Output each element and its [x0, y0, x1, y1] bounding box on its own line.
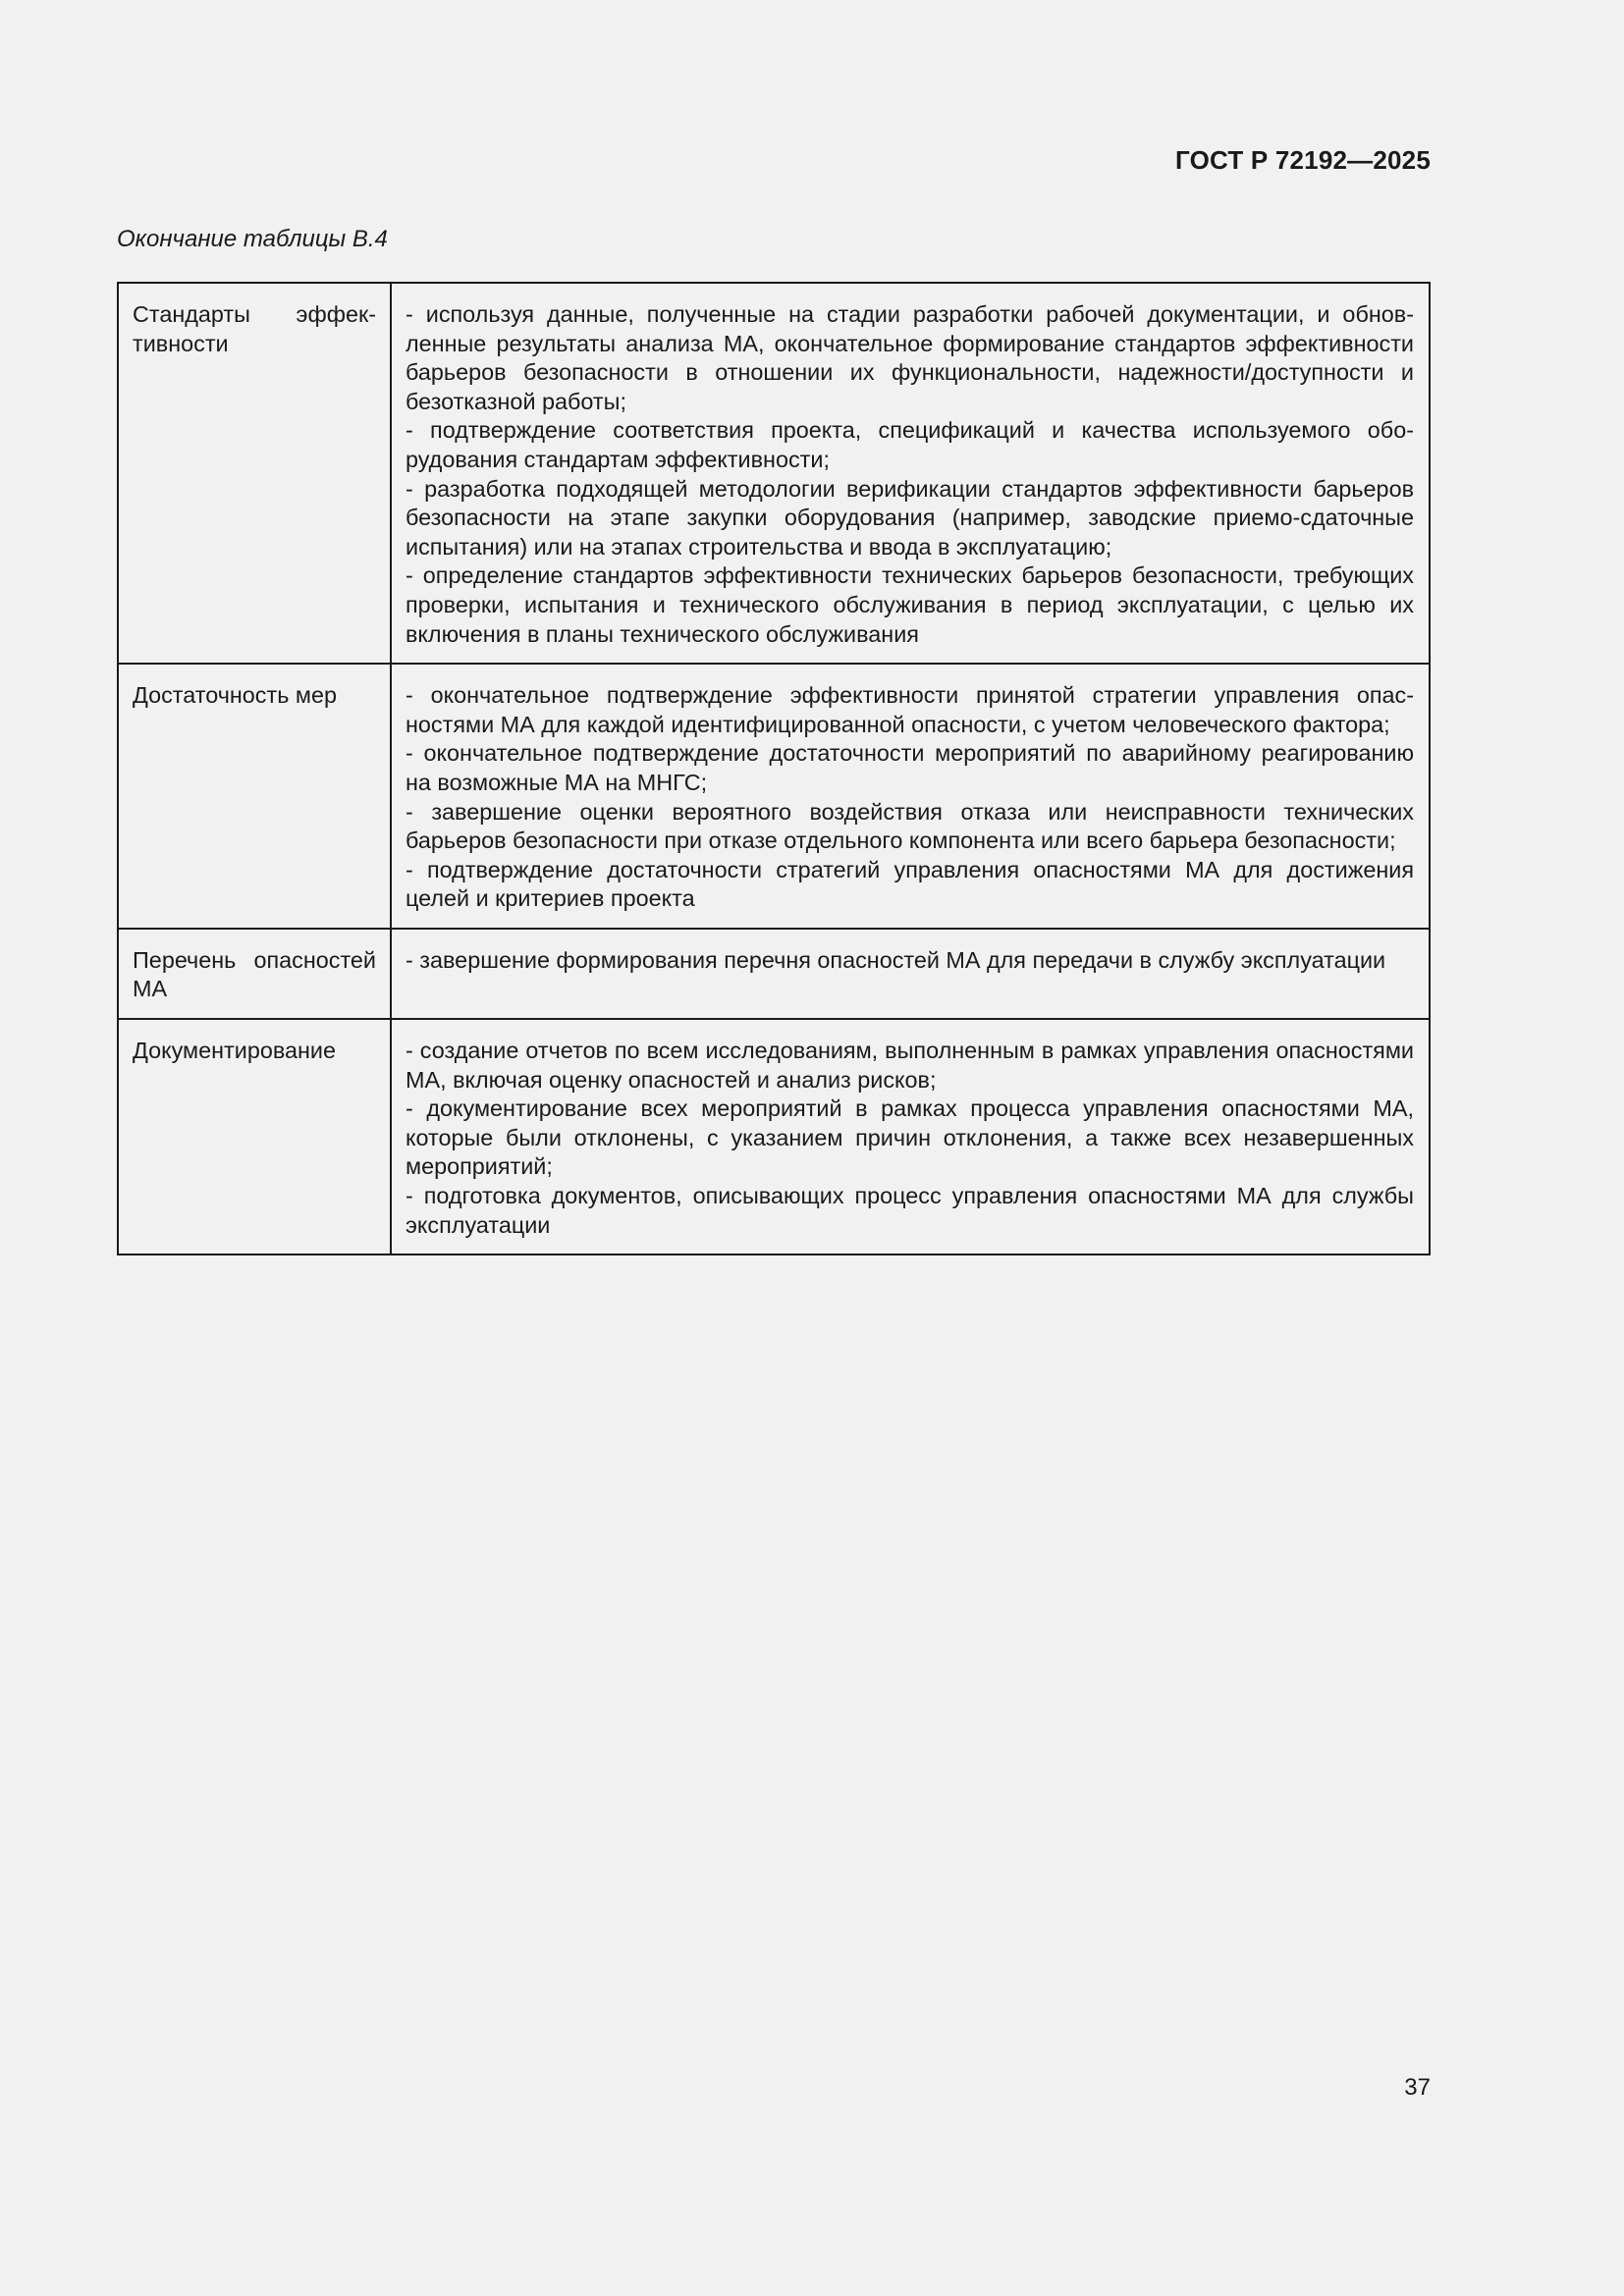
table-caption: Окончание таблицы В.4 — [117, 226, 388, 252]
table-row — [118, 1019, 1430, 1255]
row-label: Достаточность мер — [118, 664, 391, 929]
list-item: - определение стандартов эффективности технических барьеров безопасности, требующих проверки, испытания и технического обслуживания в период эксплуатации, с целью их включения в планы технического обслуживания — [406, 562, 1414, 647]
list-item: - подтверждение достаточности стратегий управления опасностями МА для достижения целей и критериев проекта — [406, 856, 1414, 912]
row-content — [391, 929, 1430, 1019]
row-content — [391, 664, 1430, 929]
list-item: - подтверждение соответствия проекта, спецификаций и качества используемого оборудования стандартам эффективности; — [406, 417, 1414, 472]
list-item: - завершение оценки вероятного воздействия отказа или неисправности технических барьеров безопасности при отказе отдельного компонента или всего барьера безопасности; — [406, 798, 1414, 854]
row-content — [391, 283, 1430, 664]
page-number: 37 — [1404, 2074, 1431, 2101]
table-row — [118, 664, 1430, 929]
row-label: Стандарты эффективности — [118, 283, 391, 664]
table-row — [118, 929, 1430, 1019]
list-item: - окончательное подтверждение эффективности принятой стратегии управления опасностями МА для каждой идентифицированной опасности, с учетом человеческого фактора; — [406, 682, 1414, 737]
list-item: - используя данные, полученные на стадии разработки рабочей документации, и обновленные результаты анализа МА, окончательное формирование стандартов эффективности барьеров безопасности в отношении их функциональности, надежности/доступности и безотказной работы; — [406, 301, 1414, 414]
requirements-table — [117, 282, 1431, 1255]
row-content — [391, 1019, 1430, 1255]
list-item: - создание отчетов по всем исследованиям, выполненным в рамках управления опасностями МА, включая оценку опасностей и анализ рисков; — [406, 1038, 1414, 1093]
row-label: Перечень опасностей МА — [118, 929, 391, 1019]
row-label: Документирование — [118, 1019, 391, 1255]
list-item: - окончательное подтверждение достаточности мероприятий по аварийному реагированию на возможные МА на МНГС; — [406, 740, 1414, 795]
list-item: - подготовка документов, описывающих процесс управления опасностями МА для службы эксплуатации — [406, 1183, 1414, 1238]
list-item: - документирование всех мероприятий в рамках процесса управления опасностями МА, которые были отклонены, с указанием причин отклонения, а также всех незавершенных мероприятий; — [406, 1095, 1414, 1180]
table-row — [118, 283, 1430, 664]
list-item: - разработка подходящей методологии верификации стандартов эффективности барьеров безопасности на этапе закупки оборудования (например, заводские приемо-сдаточные испытания) или на этапах строительства и ввода в эксплуатацию; — [406, 475, 1414, 560]
document-standard-header: ГОСТ Р 72192—2025 — [1175, 145, 1431, 175]
list-item: - завершение формирования перечня опасностей МА для передачи в службу эксплуатации — [406, 946, 1386, 973]
